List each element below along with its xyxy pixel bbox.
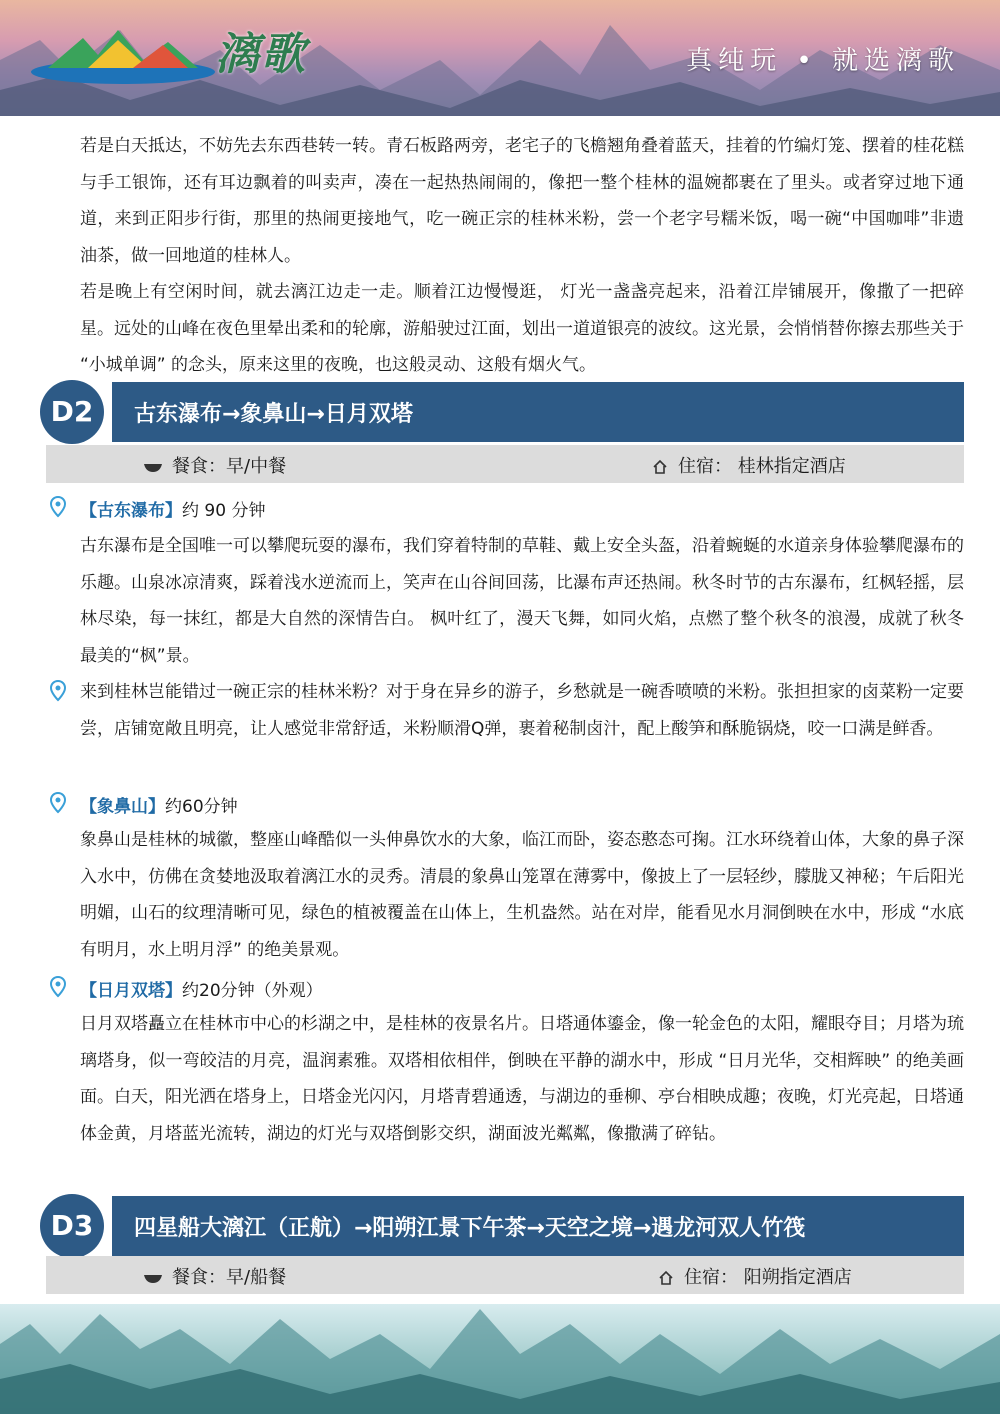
spot-description: 古东瀑布是全国唯一可以攀爬玩耍的瀑布，我们穿着特制的草鞋、戴上安全头盔，沿着蜿蜒的水道亲身体验攀爬瀑布的乐趣。山泉冰凉清爽，踩着浅水逆流而上，笑声在山谷间回荡，比瀑布声还热闹。秋冬时节的古东瀑布，红枫轻摇，层林尽染，每一抹红，都是大自然的深情告白。 枫叶红了，漫天飞舞，如同火焰，点燃了整个秋冬的浪漫，成就了秋冬最美的“枫”景。 <box>80 536 964 666</box>
intro-section <box>80 128 964 384</box>
meal-text: 餐食：早/船餐 <box>172 1267 287 1288</box>
brand-name: 漓歌 <box>215 29 307 80</box>
stay-info <box>652 452 846 478</box>
location-pin-icon <box>50 496 66 518</box>
spot-duration: 约60分钟 <box>165 797 238 817</box>
day-title: 四星船大漓江（正航）→阳朔江景下午茶→天空之境→遇龙河双人竹筏 <box>134 1216 806 1241</box>
spot-description: 日月双塔矗立在桂林市中心的杉湖之中，是桂林的夜景名片。日塔通体鎏金，像一轮金色的太阳，耀眼夺目；月塔为琉璃塔身，似一弯皎洁的月亮，温润素雅。双塔相依相伴，倒映在平静的湖水中，形成 “日月光华，交相辉映” 的绝美画面。白天，阳光洒在塔身上，日塔金光闪闪，月塔青碧通透，与湖边的垂柳、亭台相映成趣；夜晚，灯光亮起，日塔通体金黄，月塔蓝光流转，湖边的灯光与双塔倒影交织，湖面波光粼粼，像撒满了碎钻。 <box>80 1014 964 1144</box>
stay-text: 住宿： 桂林指定酒店 <box>678 456 846 477</box>
spot-description: 来到桂林岂能错过一碗正宗的桂林米粉？对于身在异乡的游子，乡愁就是一碗香喷喷的米粉。张担担家的卤菜粉一定要尝，店铺宽敞且明亮，让人感觉非常舒适，米粉顺滑Q弹，裹着秘制卤汁，配上酸笋和酥脆锅烧，咬一口满是鲜香。 <box>80 682 964 739</box>
meal-info <box>144 452 286 478</box>
day-badge-label: D2 <box>40 380 104 444</box>
karst-mountains-backdrop <box>0 1304 1000 1414</box>
day-badge <box>34 374 110 450</box>
day-title-bar <box>112 1196 964 1256</box>
day-title: 古东瀑布→象鼻山→日月双塔 <box>134 402 413 427</box>
day-badge-label: D3 <box>40 1194 104 1258</box>
slogan: 真纯玩 • 就选漓歌 <box>686 46 960 76</box>
location-pin-icon <box>50 680 66 702</box>
spot-duration: 约20分钟（外观） <box>182 981 323 1001</box>
intro-paragraph-day: 若是白天抵达，不妨先去东西巷转一转。青石板路两旁，老宅子的飞檐翘角叠着蓝天，挂着的竹编灯笼、摆着的桂花糕与手工银饰，还有耳边飘着的叫卖声，凑在一起热热闹闹的，像把一整个桂林的温婉都裹在了里头。或者穿过地下通道，来到正阳步行街，那里的热闹更接地气，吃一碗正宗的桂林米粉，尝一个老字号糯米饭，喝一碗“中国咖啡”非遗油茶，做一回地道的桂林人。 <box>80 136 964 266</box>
intro-paragraph-night: 若是晚上有空闲时间，就去漓江边走一走。顺着江边慢慢逛， 灯光一盏盏亮起来，沿着江岸铺展开，像撒了一把碎星。远处的山峰在夜色里晕出柔和的轮廓，游船驶过江面，划出一道道银亮的波纹。这光景，会悄悄替你擦去那些关于 “小城单调” 的念头，原来这里的夜晚，也这般灵动、这般有烟火气。 <box>80 282 964 375</box>
meal-stay-bar-d2 <box>46 445 964 483</box>
day-title-bar <box>112 382 964 442</box>
header-banner <box>0 0 1000 116</box>
stay-info <box>658 1263 852 1289</box>
meal-stay-bar-d3 <box>46 1256 964 1294</box>
spot-description: 象鼻山是桂林的城徽，整座山峰酷似一头伸鼻饮水的大象，临江而卧，姿态憨态可掬。江水环绕着山体，大象的鼻子深入水中，仿佛在贪婪地汲取着漓江水的灵秀。清晨的象鼻山笼罩在薄雾中，像披上了一层轻纱，朦胧又神秘；午后阳光明媚，山石的纹理清晰可见，绿色的植被覆盖在山体上，生机盎然。站在对岸，能看见水月洞倒映在水中，形成 “水底有明月，水上明月浮” 的绝美景观。 <box>80 830 964 960</box>
house-icon <box>652 459 668 475</box>
bowl-icon <box>144 1273 162 1283</box>
spot-name: 【古东瀑布】 <box>80 501 182 521</box>
location-pin-icon <box>50 976 66 998</box>
spot-name: 【象鼻山】 <box>80 797 165 817</box>
bowl-icon <box>144 462 162 472</box>
spot-name: 【日月双塔】 <box>80 981 182 1001</box>
footer-landscape <box>0 1304 1000 1414</box>
stay-text: 住宿： 阳朔指定酒店 <box>684 1267 852 1288</box>
day-badge <box>34 1188 110 1264</box>
house-icon <box>658 1270 674 1286</box>
meal-info <box>144 1263 286 1289</box>
location-pin-icon <box>50 792 66 814</box>
spot-duration: 约 90 分钟 <box>182 501 266 521</box>
meal-text: 餐食：早/中餐 <box>172 456 287 477</box>
